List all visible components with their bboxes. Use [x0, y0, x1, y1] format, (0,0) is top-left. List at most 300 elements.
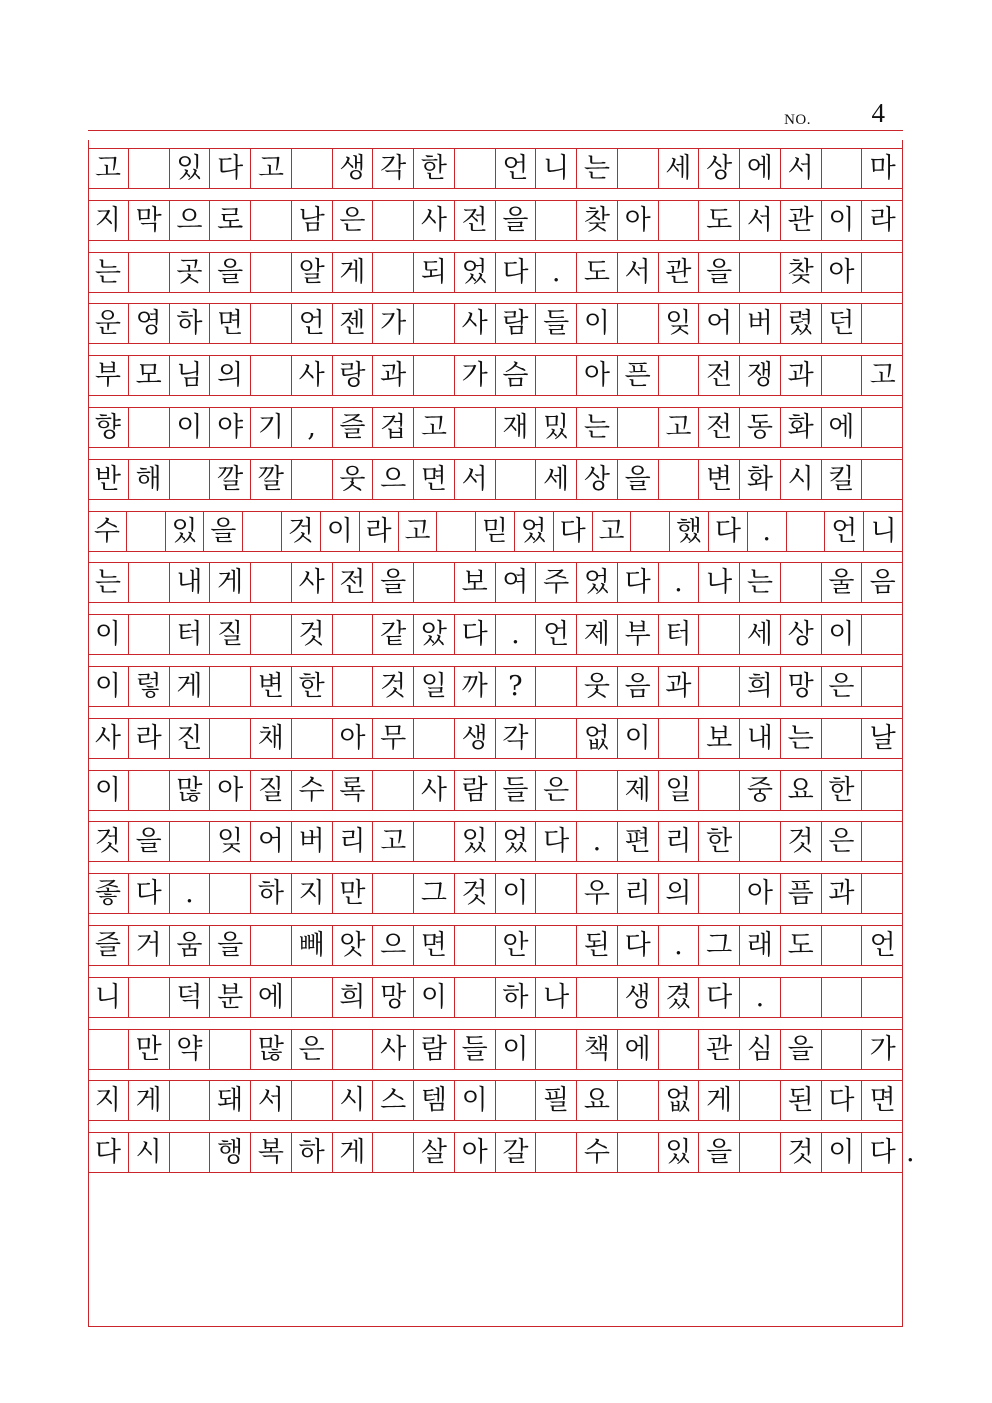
- manuscript-cell: [292, 149, 333, 188]
- manuscript-cell: .: [577, 822, 618, 861]
- manuscript-cell: 을: [699, 1133, 740, 1172]
- manuscript-cell: 는: [577, 408, 618, 447]
- manuscript-cell: [251, 356, 292, 395]
- manuscript-cell: 것: [373, 667, 414, 706]
- manuscript-cell: 내: [170, 563, 211, 602]
- manuscript-cell: [170, 822, 211, 861]
- manuscript-cell: 이: [577, 304, 618, 343]
- manuscript-row: [88, 562, 903, 603]
- manuscript-cell: [659, 1030, 700, 1069]
- manuscript-cell: 까: [455, 667, 496, 706]
- manuscript-cell: [170, 1081, 211, 1120]
- manuscript-cell: 진: [170, 719, 211, 758]
- manuscript-cell: 관: [781, 201, 822, 240]
- manuscript-cell: 있: [659, 1133, 700, 1172]
- manuscript-cell: 것: [781, 822, 822, 861]
- manuscript-cell: [862, 874, 903, 913]
- manuscript-cell: 니: [88, 978, 129, 1017]
- manuscript-cell: 거: [129, 926, 170, 965]
- manuscript-cell: 빼: [292, 926, 333, 965]
- manuscript-cell: 으: [373, 926, 414, 965]
- manuscript-cell: 가: [869, 1033, 896, 1065]
- manuscript-cell: 나: [536, 978, 577, 1017]
- manuscript-cell: 부: [618, 615, 659, 654]
- manuscript-cell: 살: [414, 1133, 455, 1172]
- manuscript-cell: 되: [414, 253, 455, 292]
- manuscript-cell: 도: [699, 201, 740, 240]
- manuscript-cell: 다: [455, 615, 496, 654]
- manuscript-cell: 어: [251, 822, 292, 861]
- manuscript-cell: [659, 201, 700, 240]
- manuscript-cell: 고: [869, 360, 896, 392]
- manuscript-cell: 었: [515, 512, 554, 551]
- manuscript-cell: 갈: [496, 1133, 537, 1172]
- manuscript-cell: 약: [170, 1030, 211, 1069]
- manuscript-cell: 다: [699, 978, 740, 1017]
- manuscript-cell: 다: [554, 512, 593, 551]
- manuscript-cell: 리: [333, 822, 374, 861]
- manuscript-cell: 을: [210, 253, 251, 292]
- manuscript-cell: 것: [88, 822, 129, 861]
- manuscript-cell: 채: [251, 719, 292, 758]
- manuscript-cell: [333, 615, 374, 654]
- manuscript-cell: 상: [577, 460, 618, 499]
- manuscript-cell: [129, 978, 170, 1017]
- manuscript-cell: [414, 563, 455, 602]
- manuscript-cell: 한: [699, 822, 740, 861]
- manuscript-cell: 언: [869, 930, 896, 961]
- manuscript-cell: 게: [699, 1081, 740, 1120]
- manuscript-cell: 리: [618, 874, 659, 913]
- manuscript-cell: [129, 771, 170, 810]
- manuscript-cell: 다: [869, 1137, 896, 1169]
- manuscript-cell: 내: [740, 719, 781, 758]
- manuscript-cell: 언: [292, 304, 333, 343]
- manuscript-cell: 시: [781, 460, 822, 499]
- manuscript-cell: 고: [373, 822, 414, 861]
- manuscript-cell: 템: [414, 1081, 455, 1120]
- manuscript-cell: 이: [455, 1081, 496, 1120]
- manuscript-cell: 찾: [577, 201, 618, 240]
- manuscript-cell: 나: [699, 563, 740, 602]
- manuscript-cell: 니: [536, 149, 577, 188]
- manuscript-cell: [862, 304, 903, 343]
- manuscript-cell: [251, 304, 292, 343]
- manuscript-cell: 언: [536, 615, 577, 654]
- manuscript-cell: 세: [740, 615, 781, 654]
- manuscript-cell: [455, 408, 496, 447]
- manuscript-cell: [781, 563, 822, 602]
- manuscript-cell: [618, 304, 659, 343]
- manuscript-cell: 을: [129, 822, 170, 861]
- manuscript-cell: 게: [129, 1081, 170, 1120]
- manuscript-cell: 이: [88, 667, 129, 706]
- manuscript-cell: 덕: [170, 978, 211, 1017]
- manuscript-cell: 는: [781, 719, 822, 758]
- manuscript-cell: [781, 978, 822, 1017]
- manuscript-cell: 보: [455, 563, 496, 602]
- manuscript-cell: [536, 667, 577, 706]
- manuscript-cell: 고: [399, 512, 438, 551]
- manuscript-cell: 망: [781, 667, 822, 706]
- manuscript-cell: [699, 667, 740, 706]
- manuscript-cell: 제: [577, 615, 618, 654]
- manuscript-cell: 우: [577, 874, 618, 913]
- manuscript-cell: 없: [659, 1081, 700, 1120]
- manuscript-cell: 시: [129, 1133, 170, 1172]
- manuscript-cell: 겼: [659, 978, 700, 1017]
- manuscript-cell: 이: [414, 978, 455, 1017]
- manuscript-cell: 된: [577, 926, 618, 965]
- manuscript-cell: [414, 822, 455, 861]
- manuscript-cell: 다: [709, 512, 748, 551]
- manuscript-cell: [129, 563, 170, 602]
- manuscript-cell: 음: [618, 667, 659, 706]
- manuscript-cell: 동: [740, 408, 781, 447]
- manuscript-cell: 을: [781, 1030, 822, 1069]
- manuscript-cell: 이: [496, 1030, 537, 1069]
- manuscript-cell: 날: [869, 722, 896, 754]
- manuscript-row: [88, 355, 903, 396]
- manuscript-cell: 이: [822, 1133, 863, 1172]
- manuscript-cell: 을: [618, 460, 659, 499]
- manuscript-cell: 었: [577, 563, 618, 602]
- manuscript-cell: 전: [455, 201, 496, 240]
- manuscript-cell: 버: [740, 304, 781, 343]
- manuscript-cell: 버: [292, 822, 333, 861]
- manuscript-row: [88, 200, 903, 241]
- manuscript-cell: 마: [869, 153, 896, 184]
- manuscript-cell: 이: [321, 512, 360, 551]
- manuscript-cell: [536, 201, 577, 240]
- manuscript-cell: 게: [210, 563, 251, 602]
- manuscript-cell: [210, 667, 251, 706]
- manuscript-cell: 에: [251, 978, 292, 1017]
- manuscript-cell: 언: [496, 149, 537, 188]
- manuscript-row: [88, 459, 903, 500]
- manuscript-cell: 즐: [333, 408, 374, 447]
- manuscript-cell: 는: [88, 563, 129, 602]
- manuscript-cell: [577, 771, 618, 810]
- manuscript-cell: 해: [129, 460, 170, 499]
- page-number: 4: [871, 98, 885, 128]
- manuscript-cell: 즐: [88, 926, 129, 965]
- manuscript-cell: 록: [333, 771, 374, 810]
- manuscript-cell: [127, 512, 166, 551]
- manuscript-cell: [740, 1133, 781, 1172]
- manuscript-cell: 지: [88, 1081, 129, 1120]
- manuscript-cell: 질: [251, 771, 292, 810]
- manuscript-cell: 밌: [536, 408, 577, 447]
- manuscript-cell: 터: [659, 615, 700, 654]
- manuscript-cell: 은: [292, 1030, 333, 1069]
- manuscript-cell: 한: [292, 667, 333, 706]
- manuscript-cell: [414, 719, 455, 758]
- manuscript-cell: 렸: [781, 304, 822, 343]
- manuscript-cell: [210, 874, 251, 913]
- manuscript-row: [88, 1029, 903, 1070]
- manuscript-cell: [292, 719, 333, 758]
- manuscript-cell: 화: [781, 408, 822, 447]
- manuscript-cell: 아: [455, 1133, 496, 1172]
- manuscript-cell: 운: [88, 304, 129, 343]
- manuscript-cell: 심: [740, 1030, 781, 1069]
- manuscript-cell: 요: [781, 771, 822, 810]
- manuscript-cell: [659, 460, 700, 499]
- manuscript-cell: 사: [88, 719, 129, 758]
- manuscript-cell: 서: [781, 149, 822, 188]
- manuscript-cell: [129, 253, 170, 292]
- manuscript-cell: 찾: [781, 253, 822, 292]
- manuscript-row: [88, 821, 903, 862]
- manuscript-cell: 이: [822, 201, 863, 240]
- manuscript-cell: [170, 460, 211, 499]
- manuscript-cell: [862, 615, 903, 654]
- manuscript-cell: 음: [869, 567, 896, 599]
- manuscript-row: [88, 977, 903, 1018]
- manuscript-cell: 요: [577, 1081, 618, 1120]
- manuscript-cell: 에: [740, 149, 781, 188]
- manuscript-row: [88, 666, 903, 707]
- manuscript-cell: [210, 719, 251, 758]
- manuscript-cell: 수: [88, 512, 127, 551]
- manuscript-cell: 어: [699, 304, 740, 343]
- manuscript-cell: [455, 978, 496, 1017]
- manuscript-cell: [862, 408, 903, 447]
- manuscript-cell: 했: [670, 512, 709, 551]
- manuscript-cell: [251, 563, 292, 602]
- manuscript-cell: 주: [536, 563, 577, 602]
- manuscript-cell: 랑: [333, 356, 374, 395]
- manuscript-cell: .: [659, 563, 700, 602]
- manuscript-cell: 분: [210, 978, 251, 1017]
- manuscript-cell: [618, 1133, 659, 1172]
- manuscript-cell: 모: [129, 356, 170, 395]
- manuscript-cell: 돼: [210, 1081, 251, 1120]
- manuscript-cell: 사: [414, 201, 455, 240]
- manuscript-cell: 게: [333, 1133, 374, 1172]
- manuscript-cell: [699, 771, 740, 810]
- page-header: [88, 96, 903, 130]
- manuscript-cell: 래: [740, 926, 781, 965]
- manuscript-cell: [292, 460, 333, 499]
- manuscript-cell: 전: [333, 563, 374, 602]
- manuscript-cell: 이: [618, 719, 659, 758]
- manuscript-cell: 가: [455, 356, 496, 395]
- manuscript-cell: 울: [822, 563, 863, 602]
- manuscript-cell: 었: [455, 253, 496, 292]
- manuscript-cell: [536, 1133, 577, 1172]
- manuscript-cell: [333, 667, 374, 706]
- manuscript-cell: 고: [593, 512, 632, 551]
- manuscript-cell: 라: [129, 719, 170, 758]
- manuscript-cell: 있: [455, 822, 496, 861]
- manuscript-cell: 서: [618, 253, 659, 292]
- manuscript-cell: 픔: [781, 874, 822, 913]
- manuscript-cell: [251, 201, 292, 240]
- manuscript-cell: 있: [170, 149, 211, 188]
- manuscript-cell: 그: [699, 926, 740, 965]
- manuscript-cell: 부: [88, 356, 129, 395]
- manuscript-cell: 을: [496, 201, 537, 240]
- manuscript-cell: 는: [88, 253, 129, 292]
- manuscript-row: [88, 511, 903, 552]
- manuscript-cell: 고: [251, 149, 292, 188]
- manuscript-cell: 아: [210, 771, 251, 810]
- manuscript-cell: 상: [781, 615, 822, 654]
- manuscript-cell: 일: [414, 667, 455, 706]
- manuscript-cell: 많: [170, 771, 211, 810]
- manuscript-cell: 의: [659, 874, 700, 913]
- manuscript-cell: 는: [577, 149, 618, 188]
- manuscript-cell: [822, 978, 863, 1017]
- manuscript-cell: [292, 1081, 333, 1120]
- manuscript-cell: 잊: [210, 822, 251, 861]
- manuscript-cell: 책: [577, 1030, 618, 1069]
- manuscript-cell: 질: [210, 615, 251, 654]
- manuscript-cell: 터: [170, 615, 211, 654]
- manuscript-cell: 전: [699, 356, 740, 395]
- manuscript-cell: [536, 356, 577, 395]
- manuscript-cell: 던: [822, 304, 863, 343]
- manuscript-cell: 아: [577, 356, 618, 395]
- manuscript-cell: 좋: [88, 874, 129, 913]
- manuscript-cell: 재: [496, 408, 537, 447]
- manuscript-cell: 상: [699, 149, 740, 188]
- manuscript-cell: 이: [88, 615, 129, 654]
- manuscript-cell: 으: [373, 460, 414, 499]
- manuscript-cell: [822, 1030, 863, 1069]
- manuscript-cell: 을: [373, 563, 414, 602]
- manuscript-cell: [129, 615, 170, 654]
- manuscript-cell: 이: [822, 615, 863, 654]
- manuscript-cell: 세: [536, 460, 577, 499]
- manuscript-cell: [251, 926, 292, 965]
- manuscript-cell: 여: [496, 563, 537, 602]
- manuscript-cell: 변: [699, 460, 740, 499]
- manuscript-cell: 젠: [333, 304, 374, 343]
- manuscript-cell: 만: [129, 1030, 170, 1069]
- manuscript-cell: 슴: [496, 356, 537, 395]
- manuscript-cell: 무: [373, 719, 414, 758]
- manuscript-cell: 야: [210, 408, 251, 447]
- manuscript-cell: [862, 978, 903, 1017]
- manuscript-row: [88, 873, 903, 914]
- manuscript-cell: 안: [496, 926, 537, 965]
- manuscript-cell: 라: [360, 512, 399, 551]
- manuscript-cell: 사: [414, 771, 455, 810]
- manuscript-cell: 게: [170, 667, 211, 706]
- manuscript-cell: [659, 719, 700, 758]
- manuscript-cell: 필: [536, 1081, 577, 1120]
- manuscript-row: [88, 148, 903, 189]
- manuscript-cell: 서: [455, 460, 496, 499]
- manuscript-cell: 렇: [129, 667, 170, 706]
- manuscript-cell: 것: [282, 512, 321, 551]
- manuscript-cell: [699, 615, 740, 654]
- manuscript-cell: .: [170, 874, 211, 913]
- manuscript-cell: 곳: [170, 253, 211, 292]
- manuscript-cell: 편: [618, 822, 659, 861]
- manuscript-cell: [577, 978, 618, 1017]
- manuscript-cell: [787, 512, 826, 551]
- manuscript-cell: .: [740, 978, 781, 1017]
- manuscript-cell: 라: [869, 204, 896, 236]
- manuscript-cell: 희: [333, 978, 374, 1017]
- manuscript-cell: 고: [414, 408, 455, 447]
- manuscript-cell: 그: [414, 874, 455, 913]
- manuscript-cell: 한: [414, 149, 455, 188]
- manuscript-cell: 생: [333, 149, 374, 188]
- manuscript-cell: [862, 460, 903, 499]
- manuscript-cell: [618, 408, 659, 447]
- manuscript-cell: 많: [251, 1030, 292, 1069]
- manuscript-cell: 행: [210, 1133, 251, 1172]
- manuscript-cell: [536, 719, 577, 758]
- manuscript-cell: 아: [618, 201, 659, 240]
- manuscript-cell: [437, 512, 476, 551]
- manuscript-cell: 언: [825, 512, 864, 551]
- manuscript-cell: 수: [577, 1133, 618, 1172]
- manuscript-row: [88, 407, 903, 448]
- manuscript-cell: 면: [414, 460, 455, 499]
- overflow-punctuation: .: [906, 1137, 915, 1169]
- manuscript-cell: 잊: [659, 304, 700, 343]
- manuscript-cell: [414, 356, 455, 395]
- manuscript-cell: 었: [496, 822, 537, 861]
- manuscript-cell: 웃: [577, 667, 618, 706]
- manuscript-cell: 향: [88, 408, 129, 447]
- manuscript-cell: [631, 512, 670, 551]
- manuscript-row: [88, 1080, 903, 1121]
- manuscript-cell: [455, 926, 496, 965]
- manuscript-cell: 남: [292, 201, 333, 240]
- manuscript-cell: [618, 149, 659, 188]
- manuscript-cell: 수: [292, 771, 333, 810]
- manuscript-cell: 같: [373, 615, 414, 654]
- manuscript-cell: 는: [740, 563, 781, 602]
- manuscript-cell: [373, 201, 414, 240]
- manuscript-cell: [536, 874, 577, 913]
- manuscript-cell: 된: [781, 1081, 822, 1120]
- manuscript-row: [88, 1132, 903, 1173]
- manuscript-cell: 웃: [333, 460, 374, 499]
- manuscript-cell: 사: [292, 356, 333, 395]
- manuscript-cell: 있: [166, 512, 205, 551]
- manuscript-cell: 고: [659, 408, 700, 447]
- manuscript-cell: 만: [333, 874, 374, 913]
- manuscript-cell: 하: [170, 304, 211, 343]
- manuscript-cell: ,: [292, 408, 333, 447]
- manuscript-cell: .: [536, 253, 577, 292]
- manuscript-cell: 각: [373, 149, 414, 188]
- manuscript-cell: 다: [496, 253, 537, 292]
- manuscript-cell: 관: [659, 253, 700, 292]
- manuscript-cell: 을: [204, 512, 243, 551]
- manuscript-cell: [455, 149, 496, 188]
- manuscript-cell: 다: [822, 1081, 863, 1120]
- manuscript-cell: [243, 512, 282, 551]
- manuscript-row: [88, 925, 903, 966]
- manuscript-cell: 화: [740, 460, 781, 499]
- manuscript-cell: 생: [455, 719, 496, 758]
- manuscript-cell: 다: [129, 874, 170, 913]
- manuscript-cell: 이: [170, 408, 211, 447]
- manuscript-cell: 니: [870, 515, 897, 547]
- manuscript-cell: 람: [414, 1030, 455, 1069]
- manuscript-cell: 시: [333, 1081, 374, 1120]
- manuscript-cell: 알: [292, 253, 333, 292]
